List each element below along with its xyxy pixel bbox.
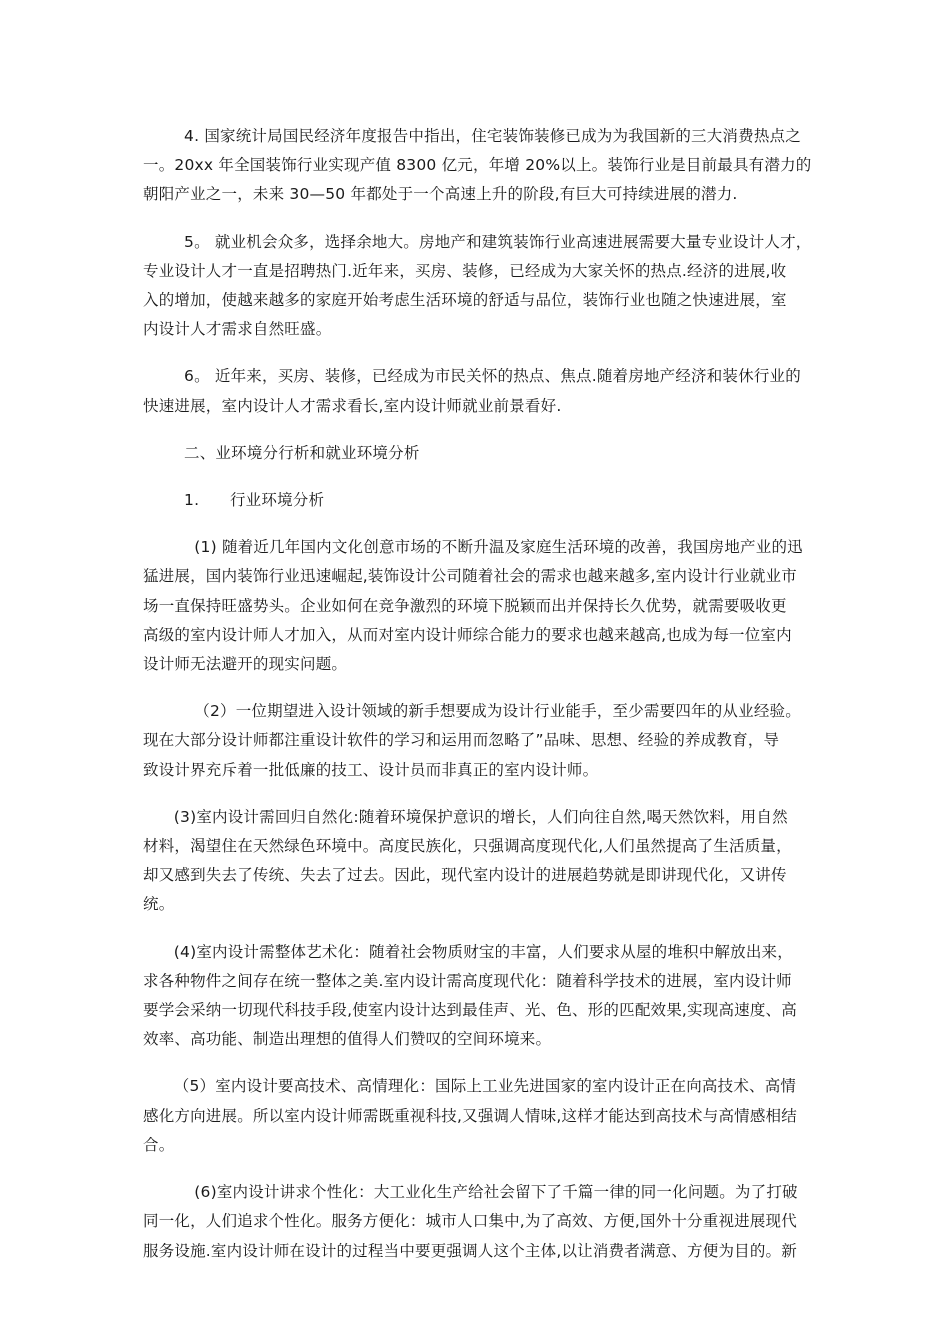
paragraph-6-prospects bbox=[143, 362, 808, 420]
text-line: 朝阳产业之一，未来 30—50 年都处于一个高速上升的阶段,有巨大可持续进展的潜力. bbox=[143, 185, 738, 204]
text-line: 4. 国家统计局国民经济年度报告中指出，住宅装饰装修已成为为我国新的三大消费热点之 bbox=[143, 127, 801, 145]
text-line: 内设计人才需求自然旺盛。 bbox=[143, 320, 332, 339]
paragraph-item-3 bbox=[143, 803, 808, 920]
text-line: 场一直保持旺盛势头。企业如何在竞争激烈的环境下脱颖而出并保持长久优势，就需要吸收更 bbox=[143, 596, 787, 615]
subsection-heading bbox=[143, 486, 808, 515]
text-line: 合。 bbox=[143, 1135, 175, 1154]
text-line: (4)室内设计需整体艺术化：随着社会物质财宝的丰富，人们要求从屋的堆积中解放出来， bbox=[143, 942, 793, 961]
text-line: (6)室内设计讲求个性化：大工业化生产给社会留下了千篇一律的同一化问题。为了打破 bbox=[143, 1183, 798, 1202]
text-line: (1) 随着近几年国内文化创意市场的不断升温及家庭生活环境的改善，我国房地产业的迅 bbox=[143, 538, 803, 557]
text-line: 要学会采纳一切现代科技手段,使室内设计达到最佳声、光、色、形的匹配效果,实现高速度、高 bbox=[143, 1001, 797, 1020]
text-line: 致设计界充斥着一批低廉的技工、设计员而非真正的室内设计师。 bbox=[143, 760, 599, 779]
text-line: 服务设施.室内设计师在设计的过程当中要更强调人这个主体,以让消费者满意、方便为目的。新 bbox=[143, 1241, 797, 1260]
text-line: 专业设计人才一直是招聘热门.近年来，买房、装修，已经成为大家关怀的热点.经济的进展,收 bbox=[143, 261, 787, 280]
text-line: 入的增加，使越来越多的家庭开始考虑生活环境的舒适与品位，装饰行业也随之快速进展，室 bbox=[143, 291, 787, 310]
paragraph-item-6 bbox=[143, 1178, 808, 1266]
text-line: 猛进展，国内装饰行业迅速崛起,装饰设计公司随着社会的需求也越来越多,室内设计行业就业市 bbox=[143, 567, 797, 586]
text-line: 效率、高功能、制造出理想的值得人们赞叹的空间环境来。 bbox=[143, 1030, 552, 1049]
paragraph-item-5 bbox=[143, 1072, 808, 1160]
text-line: （2）一位期望进入设计领域的新手想要成为设计行业能手，至少需要四年的从业经验。 bbox=[143, 702, 801, 721]
text-line: 一。20xx 年全国装饰行业实现产值 8300 亿元，年增 20%以上。装饰行业是目前最具有潜力的 bbox=[143, 156, 812, 175]
paragraph-4-consumption-hotspot bbox=[143, 122, 812, 210]
text-line: 现在大部分设计师都注重设计软件的学习和运用而忽略了”品味、思想、经验的养成教育，导 bbox=[143, 731, 780, 750]
document-body bbox=[143, 122, 812, 1266]
text-line: 却又感到失去了传统、失去了过去。因此，现代室内设计的进展趋势就是即讲现代化，又讲传 bbox=[143, 866, 787, 885]
text-line: 5。 就业机会众多，选择余地大。房地产和建筑装饰行业高速进展需要大量专业设计人才， bbox=[143, 232, 812, 251]
text-line: （5）室内设计要高技术、高情理化：国际上工业先进国家的室内设计正在向高技术、高情 bbox=[143, 1077, 797, 1096]
text-line: 材料，渴望住在天然绿色环境中。高度民族化，只强调高度现代化,人们虽然提高了生活质量， bbox=[143, 837, 792, 856]
text-line: (3)室内设计需回归自然化:随着环境保护意识的增长，人们向往自然,喝天然饮料，用自然 bbox=[143, 807, 788, 826]
text-line: 6。 近年来，买房、装修，已经成为市民关怀的热点、焦点.随着房地产经济和装休行业的 bbox=[143, 367, 801, 386]
text-line: 快速进展，室内设计人才需求看长,室内设计师就业前景看好. bbox=[143, 396, 562, 415]
text-line: 统。 bbox=[143, 895, 175, 914]
text-line: 同一化，人们追求个性化。服务方便化：城市人口集中,为了高效、方便,国外十分重视进展现代 bbox=[143, 1212, 797, 1231]
text-line: 高级的室内设计师人才加入，从而对室内设计师综合能力的要求也越来越高,也成为每一位室内 bbox=[143, 625, 792, 644]
text-line: 求各种物件之间存在统一整体之美.室内设计需高度现代化：随着科学技术的进展，室内设计师 bbox=[143, 971, 792, 990]
paragraph-item-2 bbox=[143, 697, 808, 785]
paragraph-5-employment bbox=[143, 228, 812, 345]
text-line: 感化方向进展。所以室内设计师需既重视科技,又强调人情味,这样才能达到高技术与高情感相结 bbox=[143, 1106, 797, 1125]
paragraph-item-4 bbox=[143, 938, 808, 1055]
paragraph-item-1 bbox=[143, 533, 808, 679]
section-heading bbox=[143, 439, 808, 468]
heading-line: 1. 行业环境分析 bbox=[143, 491, 325, 510]
text-line: 设计师无法避开的现实问题。 bbox=[143, 655, 348, 674]
heading-line: 二、业环境分行析和就业环境分析 bbox=[143, 443, 420, 462]
